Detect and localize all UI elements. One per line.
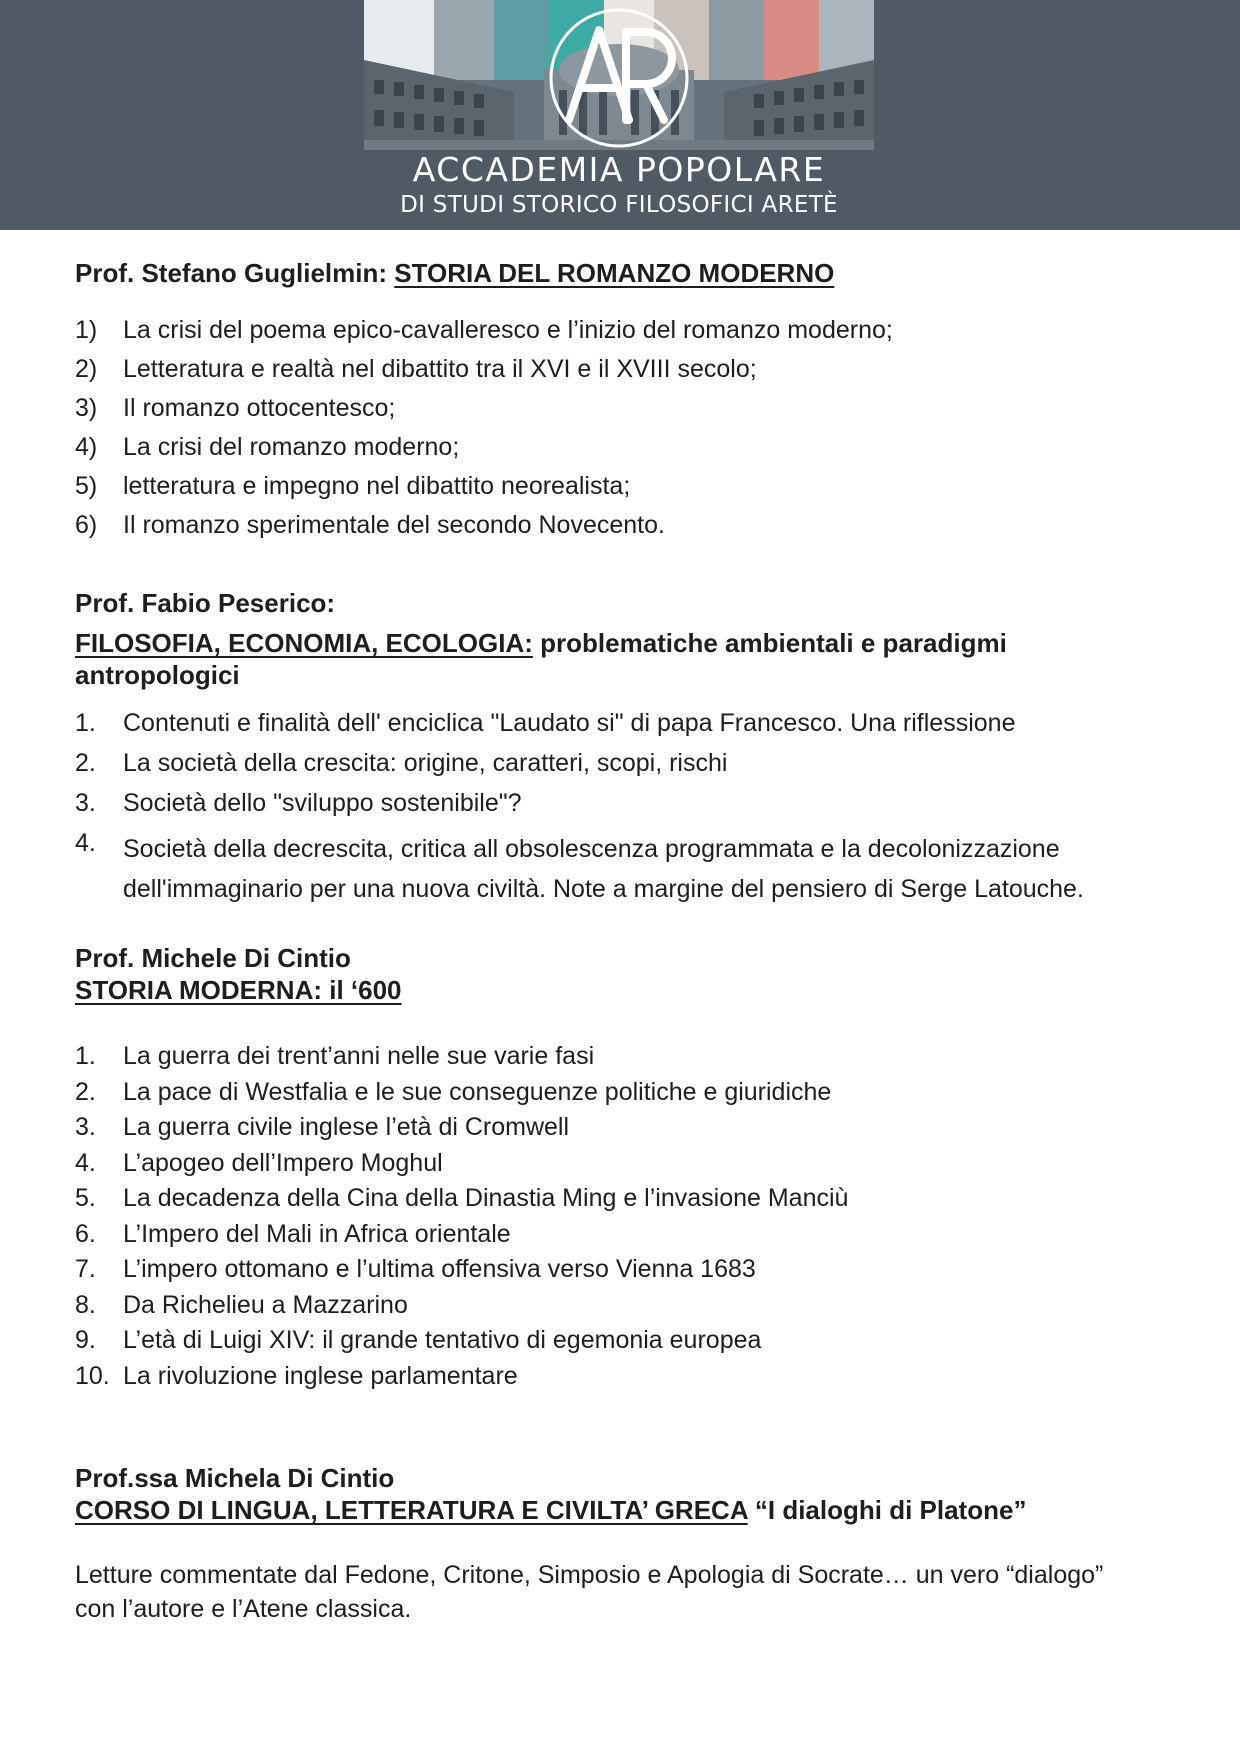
course-title: FILOSOFIA, ECONOMIA, ECOLOGIA: <box>75 628 533 658</box>
academy-subname: DI STUDI STORICO FILOSOFICI ARETÈ <box>400 192 838 218</box>
professor-name: Prof. Stefano Guglielmin: <box>75 258 388 288</box>
item-number: 8. <box>75 1291 96 1319</box>
course-section-romanzo <box>75 257 1175 289</box>
item-text: Da Richelieu a Mazzarino <box>123 1291 408 1319</box>
item-number: 3) <box>75 394 98 422</box>
item-number: 2. <box>75 1078 96 1106</box>
item-text: L’Impero del Mali in Africa orientale <box>123 1220 511 1248</box>
academy-logo <box>364 0 874 230</box>
course-description: Letture commentate dal Fedone, Critone, Simposio e Apologia di Socrate… un vero “dialogo” con l’autore e l’Atene classica. <box>75 1561 1104 1623</box>
item-number: 9. <box>75 1326 96 1354</box>
item-number: 1) <box>75 316 98 344</box>
item-number: 1. <box>75 709 96 737</box>
course-subtitle: problematiche ambientali e paradigmi antropologici <box>75 628 1007 690</box>
item-text: La crisi del poema epico-cavalleresco e l’inizio del romanzo moderno; <box>123 316 893 344</box>
item-number: 4) <box>75 433 98 461</box>
item-text: La decadenza della Cina della Dinastia Ming e l’invasione Manciù <box>123 1184 849 1212</box>
item-text: La società della crescita: origine, caratteri, scopi, rischi <box>123 749 728 777</box>
section-heading <box>75 627 1175 691</box>
course-section-filosofia <box>75 587 1175 691</box>
item-number: 7. <box>75 1255 96 1283</box>
item-number: 10. <box>75 1362 110 1390</box>
item-text: Società dello "sviluppo sostenibile"? <box>123 789 522 817</box>
item-text: L’impero ottomano e l’ultima offensiva verso Vienna 1683 <box>123 1255 756 1283</box>
professor-name: Prof. Fabio Peserico: <box>75 588 336 618</box>
item-text: Il romanzo sperimentale del secondo Novecento. <box>123 511 665 539</box>
course-section-storia-moderna <box>75 942 1175 1006</box>
section-heading <box>75 257 1175 289</box>
course-title: STORIA MODERNA: il ‘600 <box>75 975 402 1005</box>
item-number: 6) <box>75 511 98 539</box>
item-number: 5. <box>75 1184 96 1212</box>
item-text: Contenuti e finalità dell' enciclica "Laudato si" di papa Francesco. Una riflessione <box>123 709 1016 737</box>
section-heading <box>75 1494 1175 1526</box>
item-number: 6. <box>75 1220 96 1248</box>
course-subtitle: “I dialoghi di Platone” <box>754 1495 1027 1525</box>
item-text: La crisi del romanzo moderno; <box>123 433 460 461</box>
page-header <box>0 0 1240 230</box>
item-number: 4. <box>75 829 96 857</box>
academy-name: ACCADEMIA POPOLARE <box>412 150 826 189</box>
item-text: La pace di Westfalia e le sue conseguenze politiche e giuridiche <box>123 1078 832 1106</box>
course-title: STORIA DEL ROMANZO MODERNO <box>394 258 835 288</box>
item-text: La guerra civile inglese l’età di Cromwell <box>123 1113 570 1141</box>
item-number: 1. <box>75 1042 96 1070</box>
item-text: La guerra dei trent’anni nelle sue varie fasi <box>123 1042 595 1070</box>
item-text: letteratura e impegno nel dibattito neorealista; <box>123 472 631 500</box>
item-text: L’età di Luigi XIV: il grande tentativo di egemonia europea <box>123 1326 762 1354</box>
item-text: La rivoluzione inglese parlamentare <box>123 1362 518 1390</box>
item-number: 5) <box>75 472 98 500</box>
item-number: 3. <box>75 1113 96 1141</box>
course-section-greco <box>75 1462 1175 1626</box>
professor-name: Prof. Michele Di Cintio <box>75 943 351 973</box>
section-heading <box>75 974 1175 1006</box>
course-title: CORSO DI LINGUA, LETTERATURA E CIVILTA’ GRECA <box>75 1495 748 1525</box>
item-number: 3. <box>75 789 96 817</box>
item-text: Letteratura e realtà nel dibattito tra il XVI e il XVIII secolo; <box>123 355 757 383</box>
item-text: Il romanzo ottocentesco; <box>123 394 396 422</box>
item-number: 2. <box>75 749 96 777</box>
item-number: 4. <box>75 1149 96 1177</box>
item-text: Società della decrescita, critica all obsolescenza programmata e la decolonizzazione dell'immaginario per una nuova civiltà. Note a margine del pensiero di Serge Latouche. <box>123 835 1084 903</box>
professor-name: Prof.ssa Michela Di Cintio <box>75 1463 395 1493</box>
item-number: 2) <box>75 355 98 383</box>
item-text: L’apogeo dell’Impero Moghul <box>123 1149 443 1177</box>
